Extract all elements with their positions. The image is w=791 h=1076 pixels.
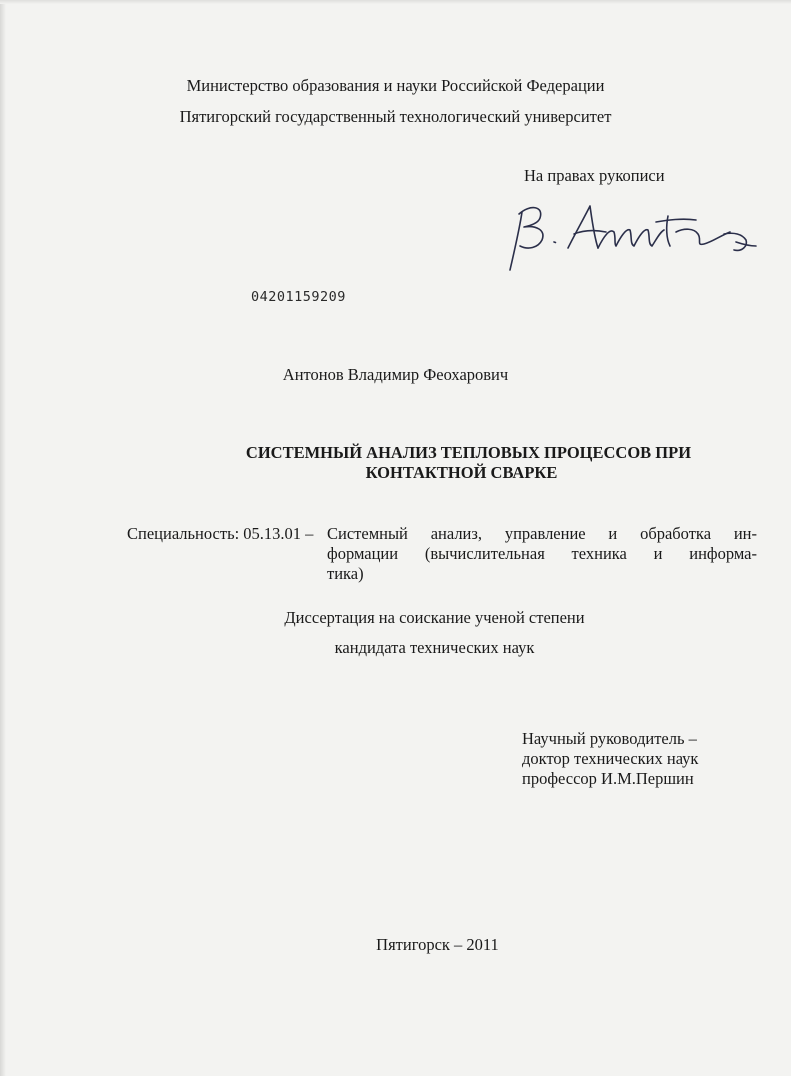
scan-edge xyxy=(0,0,6,1076)
supervisor-line: доктор технических наук xyxy=(522,749,699,768)
degree-line: Диссертация на соискание ученой степени xyxy=(284,608,585,627)
degree-statement xyxy=(0,608,791,628)
dissertation-title xyxy=(0,443,791,483)
ministry-header: Министерство образования и науки Российской Федерации xyxy=(186,76,605,95)
supervisor-line: Научный руководитель – xyxy=(522,729,697,748)
scan-edge xyxy=(0,0,791,4)
supervisor-block xyxy=(522,729,698,789)
stamp-number: 04201159209 xyxy=(251,289,346,305)
author-signature xyxy=(498,192,763,274)
author-name: Антонов Владимир Феохарович xyxy=(282,365,509,384)
place-year-text: Пятигорск – 2011 xyxy=(376,935,499,954)
degree-line: кандидата технических наук xyxy=(334,638,535,657)
place-year xyxy=(0,935,791,955)
supervisor-line: профессор И.М.Першин xyxy=(522,769,694,788)
title-line: КОНТАКТНОЙ СВАРКЕ xyxy=(365,463,558,482)
specialty-line: Системный анализ, управление и обработка ин- xyxy=(327,524,757,543)
specialty-line: тика) xyxy=(327,564,364,583)
specialty-description xyxy=(327,524,757,584)
manuscript-note: На правах рукописи xyxy=(524,166,665,185)
university-header: Пятигорский государственный технологический университет xyxy=(179,107,612,126)
title-line: СИСТЕМНЫЙ АНАЛИЗ ТЕПЛОВЫХ ПРОЦЕССОВ ПРИ xyxy=(245,443,692,462)
specialty-line: формации (вычислительная техника и информа- xyxy=(327,544,757,563)
degree-statement xyxy=(0,638,791,658)
specialty-label: Специальность: 05.13.01 – xyxy=(127,524,314,543)
